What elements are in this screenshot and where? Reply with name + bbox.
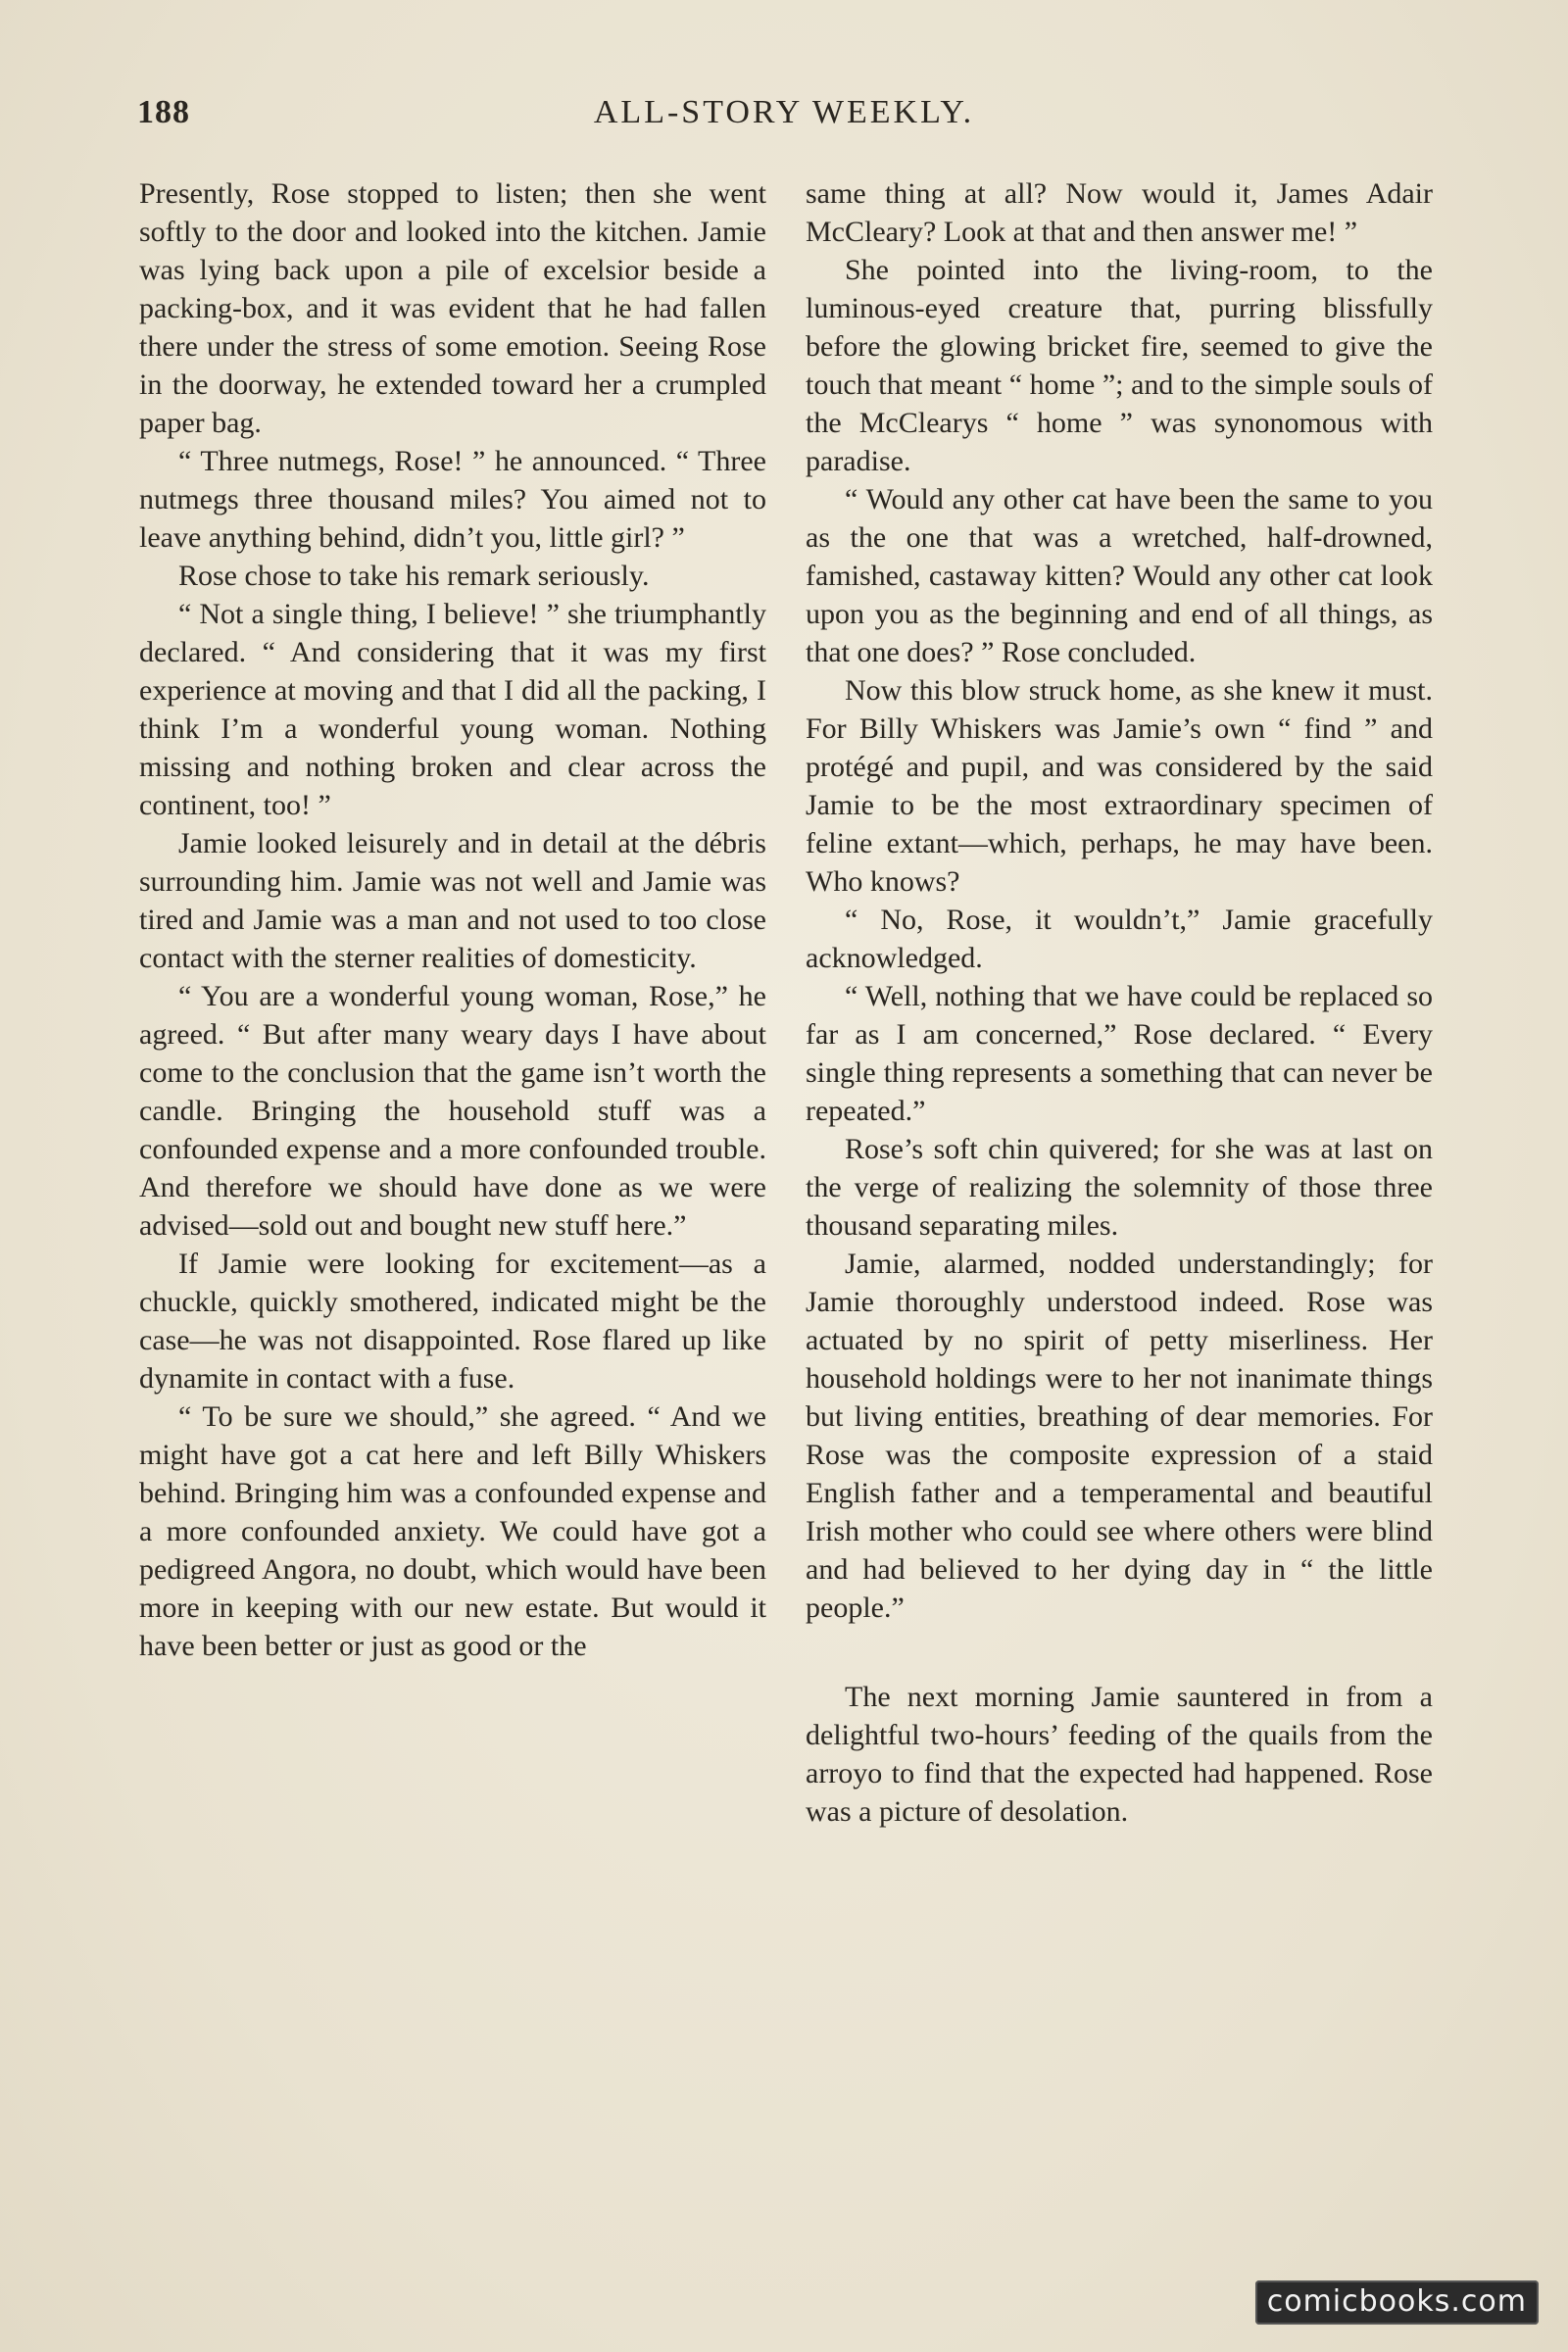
page-number: 188: [137, 94, 190, 130]
paragraph: Now this blow struck home, as she knew it must. For Billy Whiskers was Jamie’s own “ find ” and protégé and pupil, and was considered by the said Jamie to be the most extraordinary specimen of feline extant—which, perhaps, he may have been. Who knows?: [806, 674, 1433, 898]
paragraph: Rose’s soft chin quivered; for she was at last on the verge of realizing the solemnity of those three thousand separating miles.: [806, 1133, 1433, 1242]
section-break: [806, 1627, 1433, 1678]
paragraph: Jamie looked leisurely and in detail at the débris surrounding him. Jamie was not well and Jamie was tired and Jamie was a man and not used to too close contact with the sterner realities of domesticity.: [139, 827, 766, 974]
paragraph: Presently, Rose stopped to listen; then she went softly to the door and looked into the kitchen. Jamie was lying back upon a pile of excelsior beside a packing-box, and it was evident that he had fallen there under the stress of some emotion. Seeing Rose in the doorway, he extended toward her a crumpled paper bag.: [139, 177, 766, 439]
magazine-title: ALL-STORY WEEKLY.: [593, 94, 975, 130]
paragraph: “ You are a wonderful young woman, Rose,” he agreed. “ But after many weary days I have about come to the conclusion that the game isn’t worth the candle. Bringing the household stuff was a confounded expense and a more confounded trouble. And therefore we should have done as we were advised—sold out and bought new stuff here.”: [139, 980, 766, 1242]
running-head: [137, 94, 1431, 143]
paragraph: same thing at all? Now would it, James Adair McCleary? Look at that and then answer me! ”: [806, 177, 1433, 248]
paragraph: “ No, Rose, it wouldn’t,” Jamie gracefully acknowledged.: [806, 904, 1433, 974]
left-column: [139, 174, 766, 1665]
paragraph: Jamie, alarmed, nodded understandingly; for Jamie thoroughly understood indeed. Rose was actuated by no spirit of petty miserliness. Her household holdings were to her not inanimate things but living entities, breathing of dear memories. For Rose was the composite expression of a staid English father and a temperamental and beautiful Irish mother who could see where others were blind and had believed to her dying day in “ the little people.”: [806, 1248, 1433, 1624]
right-column: [806, 174, 1433, 1831]
paragraph: If Jamie were looking for excitement—as a chuckle, quickly smothered, indicated might be the case—he was not disappointed. Rose flared up like dynamite in contact with a fuse.: [139, 1248, 766, 1395]
paragraph: “ To be sure we should,” she agreed. “ And we might have got a cat here and left Billy Whiskers behind. Bringing him was a confounded expense and a more confounded anxiety. We could have got a pedigreed Angora, no doubt, which would have been more in keeping with our new estate. But would it have been better or just as good or the: [139, 1400, 766, 1662]
paragraph: Rose chose to take his remark seriously.: [178, 560, 650, 592]
paragraph: “ Well, nothing that we have could be replaced so far as I am concerned,” Rose declared. “ Every single thing represents a something that can never be repeated.”: [806, 980, 1433, 1127]
paragraph: “ Three nutmegs, Rose! ” he announced. “ Three nutmegs three thousand miles? You aimed not to leave anything behind, didn’t you, little girl? ”: [139, 445, 766, 554]
paragraph: She pointed into the living-room, to the luminous-eyed creature that, purring blissfully before the glowing bricket fire, seemed to give the touch that meant “ home ”; and to the simple souls of the McClearys “ home ” was synonomous with paradise.: [806, 254, 1433, 477]
paragraph: “ Would any other cat have been the same to you as the one that was a wretched, half-drowned, famished, castaway kitten? Would any other cat look upon you as the beginning and end of all things, as that one does? ” Rose concluded.: [806, 483, 1433, 668]
paragraph: The next morning Jamie sauntered in from a delightful two-hours’ feeding of the quails from the arroyo to find that the expected had happened. Rose was a picture of desolation.: [806, 1681, 1433, 1828]
paragraph: “ Not a single thing, I believe! ” she triumphantly declared. “ And considering that it was my first experience at moving and that I did all the packing, I think I’m a wonderful young woman. Nothing missing and nothing broken and clear across the continent, too! ”: [139, 598, 766, 821]
watermark-logo: comicbooks.com: [1255, 2280, 1539, 2325]
